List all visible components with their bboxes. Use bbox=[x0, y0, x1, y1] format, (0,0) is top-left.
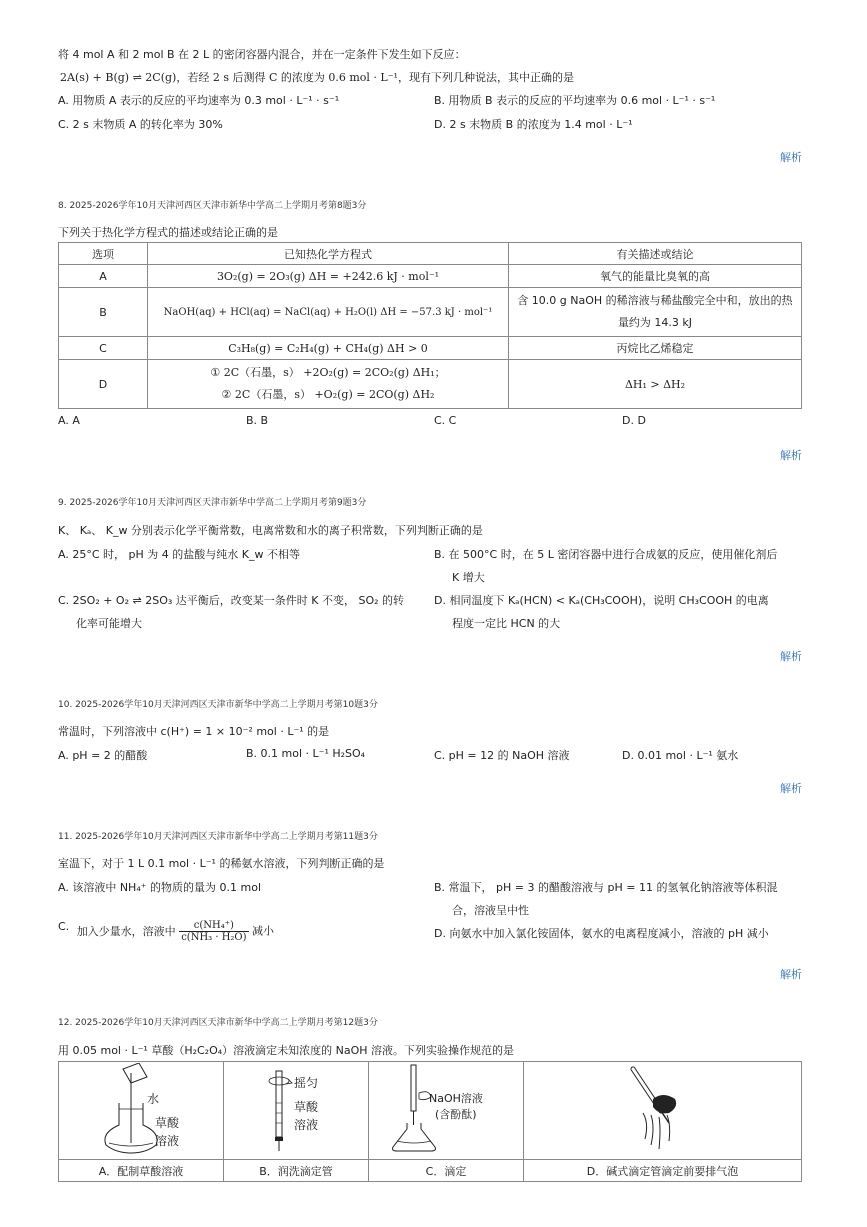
q7-jiexi-link[interactable]: 解析 bbox=[780, 151, 802, 164]
q12-caption-c[interactable]: C．滴定 bbox=[369, 1160, 524, 1182]
q8-header-equation: 已知热化学方程式 bbox=[148, 243, 509, 265]
q8-header-option: 选项 bbox=[59, 243, 148, 265]
q11-jiexi-link[interactable]: 解析 bbox=[780, 968, 802, 981]
q9-option-b-line1[interactable]: B. 在 500°C 时，在 5 L 密闭容器中进行合成氨的反应，使用催化剂后 bbox=[434, 548, 778, 561]
q8-row-c-eq: C₃H₈(g) = C₂H₄(g) + CH₄(g) ΔH > 0 bbox=[148, 337, 509, 360]
q8-row-c-desc: 丙烷比乙烯稳定 bbox=[509, 337, 802, 360]
q8-option-a[interactable]: A. A bbox=[58, 414, 80, 427]
alkaline-burette-hand-figure bbox=[603, 1063, 723, 1155]
q11-stem: 室温下，对于 1 L 0.1 mol · L⁻¹ 的稀氨水溶液，下列判断正确的是 bbox=[58, 857, 385, 870]
q11-option-c[interactable] bbox=[58, 920, 274, 943]
q8-stem: 下列关于热化学方程式的描述或结论正确的是 bbox=[58, 226, 278, 239]
q9-option-d-line2[interactable]: 程度一定比 HCN 的大 bbox=[452, 617, 561, 630]
q11-option-b-line1[interactable]: B. 常温下， pH = 3 的醋酸溶液与 pH = 11 的氢氧化钠溶液等体积混 bbox=[434, 881, 778, 894]
q9-stem: K、 Kₐ、 K_w 分别表示化学平衡常数，电离常数和水的离子积常数，下列判断正确的是 bbox=[58, 524, 483, 537]
q11-option-d[interactable]: D. 向氨水中加入氯化铵固体，氨水的电离程度减小，溶液的 pH 减小 bbox=[434, 927, 769, 940]
q9-option-d-line1[interactable]: D. 相同温度下 Kₐ(HCN) < Kₐ(CH₃COOH)，说明 CH₃COOH 的电离 bbox=[434, 594, 769, 607]
q10-option-a[interactable]: A. pH = 2 的醋酸 bbox=[58, 749, 148, 762]
q7-option-c[interactable]: C. 2 s 末物质 A 的转化率为 30% bbox=[58, 118, 223, 131]
q12-caption-a[interactable]: A．配制草酸溶液 bbox=[59, 1160, 224, 1182]
q10-option-c[interactable]: C. pH = 12 的 NaOH 溶液 bbox=[434, 749, 570, 762]
q12-figc-label1: NaOH溶液 bbox=[429, 1092, 483, 1105]
q8-row-a-desc: 氧气的能量比臭氧的高 bbox=[509, 265, 802, 288]
q8-option-c[interactable]: C. C bbox=[434, 414, 457, 427]
q7-stem-line1: 将 4 mol A 和 2 mol B 在 2 L 的密闭容器内混合，并在一定条件下发生如下反应： bbox=[58, 48, 466, 61]
q8-row-b-eq: NaOH(aq) + HCl(aq) = NaCl(aq) + H₂O(l) ΔH = −57.3 kJ · mol⁻¹ bbox=[148, 288, 509, 337]
q12-figure-c bbox=[369, 1062, 524, 1160]
q9-option-b-line2[interactable]: K 增大 bbox=[452, 571, 485, 584]
q12-figc-label2: (含酚酞) bbox=[435, 1108, 477, 1121]
q8-header-desc: 有关描述或结论 bbox=[509, 243, 802, 265]
q11-option-c-letter: C. bbox=[58, 920, 70, 933]
q8-row-a-opt: A bbox=[59, 265, 148, 288]
q8-row-b-opt: B bbox=[59, 288, 148, 337]
q12-figure-b bbox=[224, 1062, 369, 1160]
q8-row-a-eq: 3O₂(g) = 2O₃(g) ΔH = +242.6 kJ · mol⁻¹ bbox=[148, 265, 509, 288]
q8-row-d-eq bbox=[148, 360, 509, 409]
q10-jiexi-link[interactable]: 解析 bbox=[780, 782, 802, 795]
q12-stem: 用 0.05 mol · L⁻¹ 草酸（H₂C₂O₄）溶液滴定未知浓度的 NaOH 溶液。下列实验操作规范的是 bbox=[58, 1044, 515, 1057]
q12-figa-acid2: 溶液 bbox=[155, 1134, 180, 1148]
q12-figure-a bbox=[59, 1062, 224, 1160]
q7-stem-line2: 2A(s) + B(g) ⇌ 2C(g)，若经 2 s 后测得 C 的浓度为 0.6 mol · L⁻¹，现有下列几种说法，其中正确的是 bbox=[60, 71, 574, 84]
q8-row-d-eq2: ② 2C（石墨，s） +O₂(g) = 2CO(g) ΔH₂ bbox=[221, 388, 435, 401]
q12-figb-shake: 摇匀 bbox=[294, 1076, 319, 1090]
q9-option-c-line1[interactable]: C. 2SO₂ + O₂ ⇌ 2SO₃ 达平衡后，改变某一条件时 K 不变， SO₂ 的转 bbox=[58, 594, 405, 607]
q7-option-d[interactable]: D. 2 s 末物质 B 的浓度为 1.4 mol · L⁻¹ bbox=[434, 118, 633, 131]
volumetric-flask-figure bbox=[61, 1063, 221, 1155]
q10-option-d[interactable]: D. 0.01 mol · L⁻¹ 氨水 bbox=[622, 749, 739, 762]
q7-option-b[interactable]: B. 用物质 B 表示的反应的平均速率为 0.6 mol · L⁻¹ · s⁻¹ bbox=[434, 94, 716, 107]
q8-option-b[interactable]: B. B bbox=[246, 414, 269, 427]
q12-caption-b[interactable]: B．润洗滴定管 bbox=[224, 1160, 369, 1182]
q10-option-b[interactable]: B. 0.1 mol · L⁻¹ H₂SO₄ bbox=[246, 747, 366, 760]
q11-option-c-numerator: c(NH₄⁺) bbox=[179, 920, 248, 932]
q12-figa-acid1: 草酸 bbox=[155, 1116, 180, 1130]
q11-source: 11. 2025-2026学年10月天津河西区天津市新华中学高二上学期月考第11题3分 bbox=[58, 832, 378, 842]
q11-option-c-tail: 减小 bbox=[252, 924, 275, 938]
q10-source: 10. 2025-2026学年10月天津河西区天津市新华中学高二上学期月考第10题3分 bbox=[58, 700, 378, 710]
q8-table bbox=[58, 242, 802, 409]
q10-stem: 常温时，下列溶液中 c(H⁺) = 1 × 10⁻² mol · L⁻¹ 的是 bbox=[58, 725, 330, 738]
q12-figb-acid1: 草酸 bbox=[294, 1100, 319, 1114]
q12-figa-water: 水 bbox=[147, 1092, 160, 1106]
q8-row-c-opt: C bbox=[59, 337, 148, 360]
q8-jiexi-link[interactable]: 解析 bbox=[780, 449, 802, 462]
q8-row-b-desc: 含 10.0 g NaOH 的稀溶液与稀盐酸完全中和，放出的热量约为 14.3 kJ bbox=[509, 288, 802, 337]
q11-option-b-line2[interactable]: 合，溶液呈中性 bbox=[452, 904, 529, 917]
q12-source: 12. 2025-2026学年10月天津河西区天津市新华中学高二上学期月考第12题3分 bbox=[58, 1018, 378, 1028]
q8-source: 8. 2025-2026学年10月天津河西区天津市新华中学高二上学期月考第8题3分 bbox=[58, 201, 367, 211]
q12-figure-table bbox=[58, 1061, 802, 1182]
q11-option-c-denominator: c(NH₃ · H₂O) bbox=[181, 932, 247, 943]
q12-figure-d bbox=[524, 1062, 802, 1160]
q9-option-c-line2[interactable]: 化率可能增大 bbox=[76, 617, 142, 630]
q9-jiexi-link[interactable]: 解析 bbox=[780, 650, 802, 663]
q9-option-a[interactable]: A. 25°C 时， pH 为 4 的盐酸与纯水 K_w 不相等 bbox=[58, 548, 300, 561]
q11-option-a[interactable]: A. 该溶液中 NH₄⁺ 的物质的量为 0.1 mol bbox=[58, 881, 262, 894]
q8-row-d-eq1: ① 2C（石墨，s） +2O₂(g) = 2CO₂(g) ΔH₁； bbox=[210, 366, 446, 379]
q8-option-d[interactable]: D. D bbox=[622, 414, 646, 427]
q7-option-a[interactable]: A. 用物质 A 表示的反应的平均速率为 0.3 mol · L⁻¹ · s⁻¹ bbox=[58, 94, 340, 107]
q8-row-d-desc: ΔH₁ > ΔH₂ bbox=[509, 360, 802, 409]
q9-source: 9. 2025-2026学年10月天津河西区天津市新华中学高二上学期月考第9题3分 bbox=[58, 498, 367, 508]
q8-row-d-opt: D bbox=[59, 360, 148, 409]
q12-figb-acid2: 溶液 bbox=[294, 1118, 319, 1132]
q11-option-c-text: 加入少量水，溶液中 bbox=[76, 924, 176, 938]
q11-option-c-fraction bbox=[179, 920, 248, 943]
q12-caption-d[interactable]: D．碱式滴定管滴定前要排气泡 bbox=[524, 1160, 802, 1182]
